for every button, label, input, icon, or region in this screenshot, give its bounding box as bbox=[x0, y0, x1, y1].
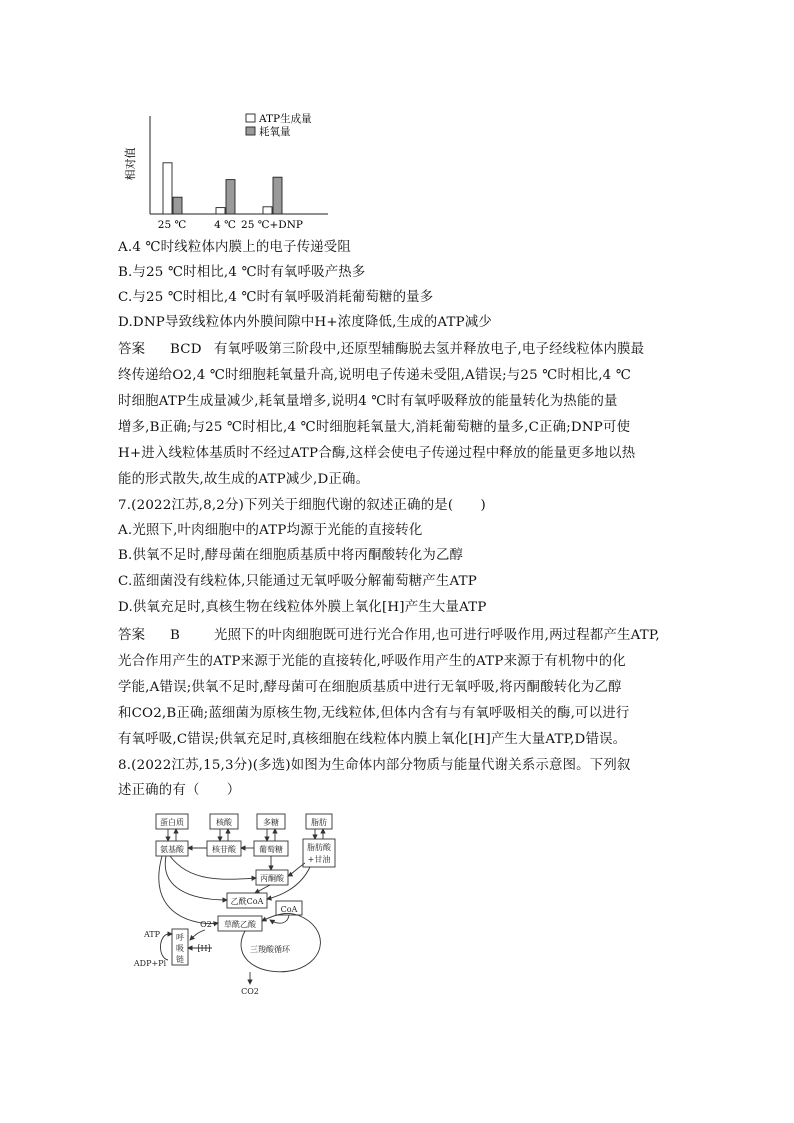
answer-label: 答案 bbox=[118, 342, 146, 357]
legend-label: ATP生成量 bbox=[259, 113, 312, 125]
q8-stem-line: 8.(2022江苏,15,3分)(多选)如图为生命体内部分物质与能量代谢关系示意图。下列叙 bbox=[118, 758, 631, 773]
y-axis-label: 相对值 bbox=[124, 147, 137, 181]
resp-chain-label: 呼 bbox=[176, 933, 184, 942]
q6-explanation-line: 终传递给O2,4 ℃时细胞耗氧量升高,说明电子传递未受阻,A错误;与25 ℃时相比,4 ℃ bbox=[118, 368, 632, 383]
fat-label: 脂肪 bbox=[311, 818, 327, 827]
hydrogen-label: [H] bbox=[197, 944, 211, 953]
bar-oxygen bbox=[226, 180, 235, 214]
q6-option-a: A.4 ℃时线粒体内膜上的电子传递受阻 bbox=[118, 240, 351, 255]
q7-option-b: B.供氧不足时,酵母菌在细胞质基质中将丙酮酸转化为乙醇 bbox=[118, 548, 464, 563]
q6-option-d: D.DNP导致线粒体内外膜间隙中H+浓度降低,生成的ATP减少 bbox=[118, 315, 493, 330]
glycerol-label: +甘油 bbox=[307, 855, 331, 864]
coa-label: CoA bbox=[280, 905, 298, 914]
resp-chain-label: 吸 bbox=[176, 944, 184, 953]
bar-oxygen bbox=[173, 197, 182, 214]
legend-label: 耗氧量 bbox=[259, 126, 291, 138]
acetyl-coa-label: 乙酰CoA bbox=[230, 897, 264, 906]
q6-explanation-line: 增多,B正确;与25 ℃时相比,4 ℃时细胞耗氧量大,消耗葡萄糖的量多,C正确;DNP可使 bbox=[118, 420, 631, 435]
q6-option-b: B.与25 ℃时相比,4 ℃时有氧呼吸产热多 bbox=[118, 265, 366, 280]
q7-explanation-line: 学能,A错误;供氧不足时,酵母菌可在细胞质基质中进行无氧呼吸,将丙酮酸转化为乙醇 bbox=[118, 680, 622, 695]
q6-option-c: C.与25 ℃时相比,4 ℃时有氧呼吸消耗葡萄糖的量多 bbox=[118, 290, 434, 305]
metabolism-diagram bbox=[130, 808, 360, 1000]
q7-option-d: D.供氧充足时,真核生物在线粒体外膜上氧化[H]产生大量ATP bbox=[118, 600, 487, 615]
resp-chain-label: 链 bbox=[176, 955, 184, 964]
nucleotide-label: 核苷酸 bbox=[212, 845, 236, 854]
answer-key: BCD bbox=[170, 342, 202, 357]
q6-explanation-line: 时细胞ATP生成量减少,耗氧量增多,说明4 ℃时有氧呼吸释放的能量转化为热能的量 bbox=[118, 394, 618, 409]
q7-stem: 7.(2022江苏,8,2分)下列关于细胞代谢的叙述正确的是( ) bbox=[118, 498, 486, 513]
x-tick-label: 4 ℃ bbox=[214, 219, 236, 231]
pyruvate-label: 丙酮酸 bbox=[260, 874, 284, 883]
answer-label: 答案 bbox=[118, 628, 146, 643]
q7-explanation-line: 有氧呼吸,C错误;供氧充足时,真核细胞在线粒体内膜上氧化[H]产生大量ATP,D错误。 bbox=[118, 732, 627, 747]
bar-oxygen bbox=[273, 177, 282, 214]
bar-atp bbox=[263, 207, 272, 214]
oxaloacetate-label: 草酰乙酸 bbox=[224, 920, 256, 929]
legend-swatch bbox=[246, 127, 255, 135]
q6-explanation-line: 能的形式散失,故生成的ATP减少,D正确。 bbox=[118, 472, 370, 487]
tca-cycle-label: 三羧酸循环 bbox=[250, 945, 290, 954]
fatty-acid-label: 脂肪酸 bbox=[307, 843, 331, 852]
bar-atp bbox=[163, 163, 172, 214]
answer-key: B bbox=[170, 628, 181, 643]
q6-explanation-line: H+进入线粒体基质时不经过ATP合酶,这样会使电子传递过程中释放的能量更多地以热 bbox=[118, 446, 636, 461]
x-tick-label: 25 ℃ bbox=[157, 219, 187, 231]
x-tick-label: 25 ℃+DNP bbox=[241, 219, 303, 231]
glucose-label: 葡萄糖 bbox=[259, 845, 283, 854]
q7-explanation-line: 光照下的叶肉细胞既可进行光合作用,也可进行呼吸作用,两过程都产生ATP, bbox=[214, 628, 660, 643]
nucleic-acid-label: 核酸 bbox=[216, 818, 232, 827]
q6-answer-line bbox=[118, 340, 644, 360]
q7-explanation-line: 和CO2,B正确;蓝细菌为原核生物,无线粒体,但体内含有与有氧呼吸相关的酶,可以进行 bbox=[118, 706, 630, 721]
q7-explanation-line: 光合作用产生的ATP来源于光能的直接转化,呼吸作用产生的ATP来源于有机物中的化 bbox=[118, 654, 626, 669]
protein-label: 蛋白质 bbox=[160, 818, 184, 827]
amino-acid-label: 氨基酸 bbox=[160, 845, 184, 854]
polysaccharide-label: 多糖 bbox=[263, 818, 279, 827]
q7-option-a: A.光照下,叶肉细胞中的ATP均源于光能的直接转化 bbox=[118, 523, 423, 538]
co2-label: CO2 bbox=[241, 987, 259, 996]
adp-label: ADP+Pi bbox=[133, 959, 167, 968]
q6-explanation-line: 有氧呼吸第三阶段中,还原型辅酶脱去氢并释放电子,电子经线粒体内膜最 bbox=[214, 342, 645, 357]
legend-swatch bbox=[246, 114, 255, 122]
bar-atp bbox=[216, 208, 225, 214]
bar-chart bbox=[120, 108, 340, 232]
atp-label: ATP bbox=[143, 930, 161, 939]
o2-label: O2 bbox=[200, 920, 212, 929]
q7-option-c: C.蓝细菌没有线粒体,只能通过无氧呼吸分解葡萄糖产生ATP bbox=[118, 574, 477, 589]
q8-stem-line: 述正确的有（ ） bbox=[118, 783, 241, 798]
q7-answer-line bbox=[118, 626, 660, 646]
